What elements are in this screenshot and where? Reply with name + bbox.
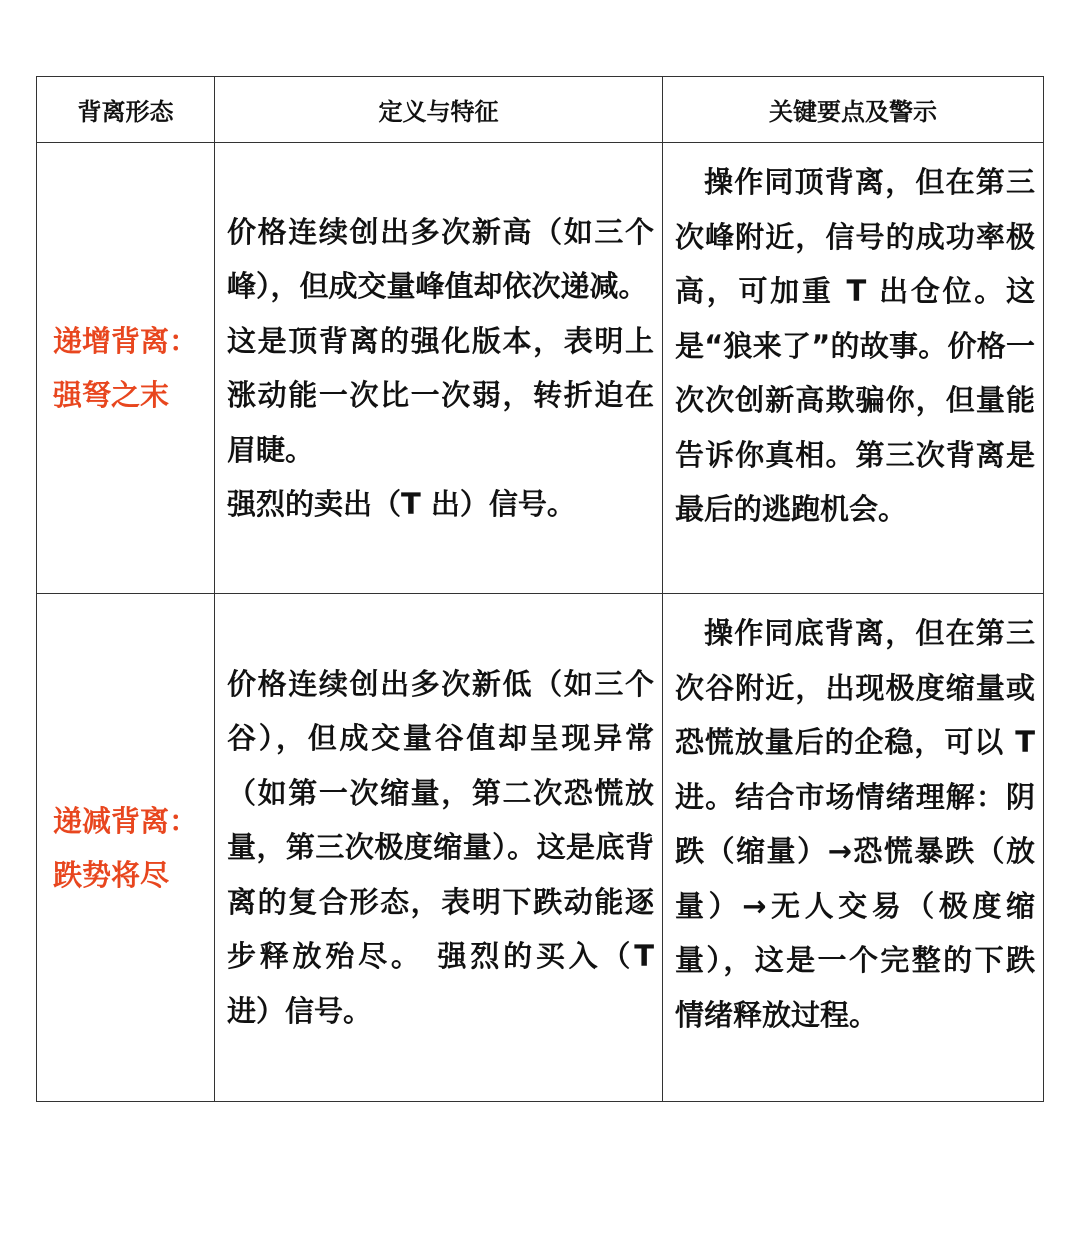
pattern-name: 递增背离： 强弩之末 — [52, 324, 198, 412]
pattern-cell — [37, 143, 215, 594]
table-header-row — [37, 77, 1044, 143]
divergence-table — [36, 76, 1044, 1102]
table-row — [37, 594, 1044, 1102]
definition-text: 价格连续创出多次新高（如三个峰），但成交量峰值却依次递减。 这是顶背离的强化版本，表明上涨动能一次比一次弱，转折迫在眉睫。 强烈的卖出（T 出）信号。 — [227, 214, 654, 521]
table-row — [37, 143, 1044, 594]
pattern-cell — [37, 594, 215, 1102]
key-points-text: 操作同底背离，但在第三次谷附近，出现极度缩量或恐慌放量后的企稳，可以 T 进。结合市场情绪理解：阴跌（缩量）→恐慌暴跌（放量）→无人交易（极度缩量），这是一个完整的下跌情绪释放过程。 — [675, 616, 1035, 1032]
definition-text: 价格连续创出多次新低（如三个谷），但成交量谷值却呈现异常（如第一次缩量，第二次恐慌放量，第三次极度缩量）。这是底背离的复合形态，表明下跌动能逐步释放殆尽。 强烈的买入（T 进）信号。 — [227, 666, 654, 1028]
header-key-points: 关键要点及警示 — [663, 77, 1044, 143]
definition-cell — [215, 143, 663, 594]
definition-cell — [215, 594, 663, 1102]
key-points-text: 操作同顶背离，但在第三次峰附近，信号的成功率极高，可加重 T 出仓位。这是“狼来了”的故事。价格一次次创新高欺骗你，但量能告诉你真相。第三次背离是最后的逃跑机会。 — [675, 165, 1035, 526]
key-points-cell — [663, 594, 1044, 1102]
header-pattern: 背离形态 — [37, 77, 215, 143]
pattern-name: 递减背离： 跌势将尽 — [52, 803, 198, 892]
key-points-cell — [663, 143, 1044, 594]
header-definition: 定义与特征 — [215, 77, 663, 143]
